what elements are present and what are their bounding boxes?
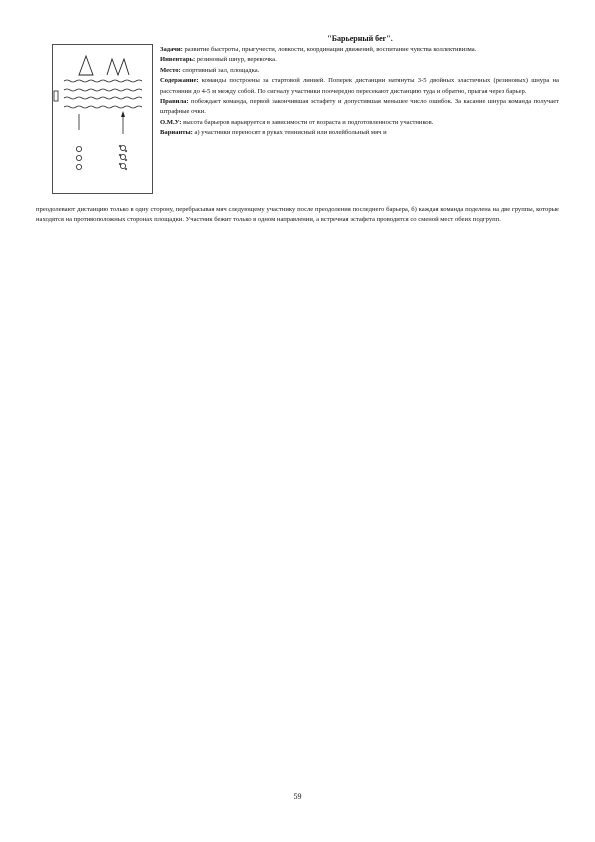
paragraph-inventory (160, 55, 559, 65)
text-omu: высота барьеров варьируется в зависимости от возраста и подготовленности участников. (181, 118, 434, 126)
cross-mark (125, 168, 127, 170)
paragraph-variants (160, 128, 559, 138)
label-content: Содержание: (160, 77, 199, 85)
diagram-frame (53, 45, 153, 194)
label-place: Место: (160, 66, 181, 74)
paragraph-variants-cont: преодолевают дистанцию только в одну сторону, перебрасывая мяч следующему участнику после преодоления последнего барьера, б) каждая команда поделена на две группы, которые находятся на противоположных сторонах площадки. Участник бежит только в одном направлении, а встречная эстафета проводится со сменой мест обеих подгрупп. (36, 206, 559, 224)
post-marker (54, 91, 58, 101)
cross-mark (119, 154, 121, 156)
text-content: команды построены за стартовой линией. Поперек дистанции натянуты 3-5 двойных эластичных (резиновых) шнура на расстоянии до 4-5 м между собой. По сигналу участники поочередно пересекают дистанцию туда и обратно, прыгая через барьер. (160, 77, 559, 95)
player-circle (120, 163, 125, 168)
label-inventory: Инвентарь: (160, 56, 196, 64)
cross-mark (125, 159, 127, 161)
text-task: развитие быстроты, прыгучести, ловкости, координации движений, воспитание чувства коллективизма. (182, 46, 477, 53)
exercise-description (160, 45, 559, 139)
barrier-rope-1 (64, 80, 142, 82)
label-variants: Варианты: (160, 129, 193, 137)
paragraph-rules (160, 97, 559, 118)
cross-mark (125, 150, 127, 152)
paragraph-task (160, 45, 559, 55)
player-circle (76, 164, 81, 169)
cross-mark (119, 145, 121, 147)
paragraph-omu (160, 118, 559, 128)
barrier-rope-4 (64, 106, 142, 108)
page-number: 59 (293, 792, 302, 801)
paragraph-content (160, 76, 559, 97)
text-place: спортивный зал, площадка. (180, 66, 260, 74)
relay-diagram-svg (52, 44, 153, 194)
player-circle (76, 146, 81, 151)
variants-continuation (36, 205, 559, 226)
barrier-rope-2 (64, 89, 142, 91)
label-rules: Правила: (160, 98, 189, 106)
cross-mark (119, 163, 121, 165)
exercise-title: "Барьерный бег". (327, 34, 393, 43)
player-circle (120, 154, 125, 159)
arrow-up-icon (121, 111, 125, 117)
barrier-rope-3 (64, 97, 142, 99)
exercise-diagram (52, 44, 153, 194)
label-omu: О.М.У: (160, 118, 182, 126)
text-inventory: резиновый шнур, веревочка. (195, 56, 277, 64)
jump-path-icon (107, 59, 129, 75)
text-variants-start: а) участники переносят в руках теннисный или волейбольный мяч и (192, 129, 387, 137)
player-circle (76, 155, 81, 160)
player-circle (120, 145, 125, 150)
label-task: Задачи: (160, 46, 183, 53)
triangle-marker (79, 56, 93, 75)
text-rules: побеждает команда, первой закончившая эстафету и допустившая меньшее число ошибок. За касание шнура команда получает штрафные очки. (160, 98, 559, 116)
paragraph-place (160, 66, 559, 76)
